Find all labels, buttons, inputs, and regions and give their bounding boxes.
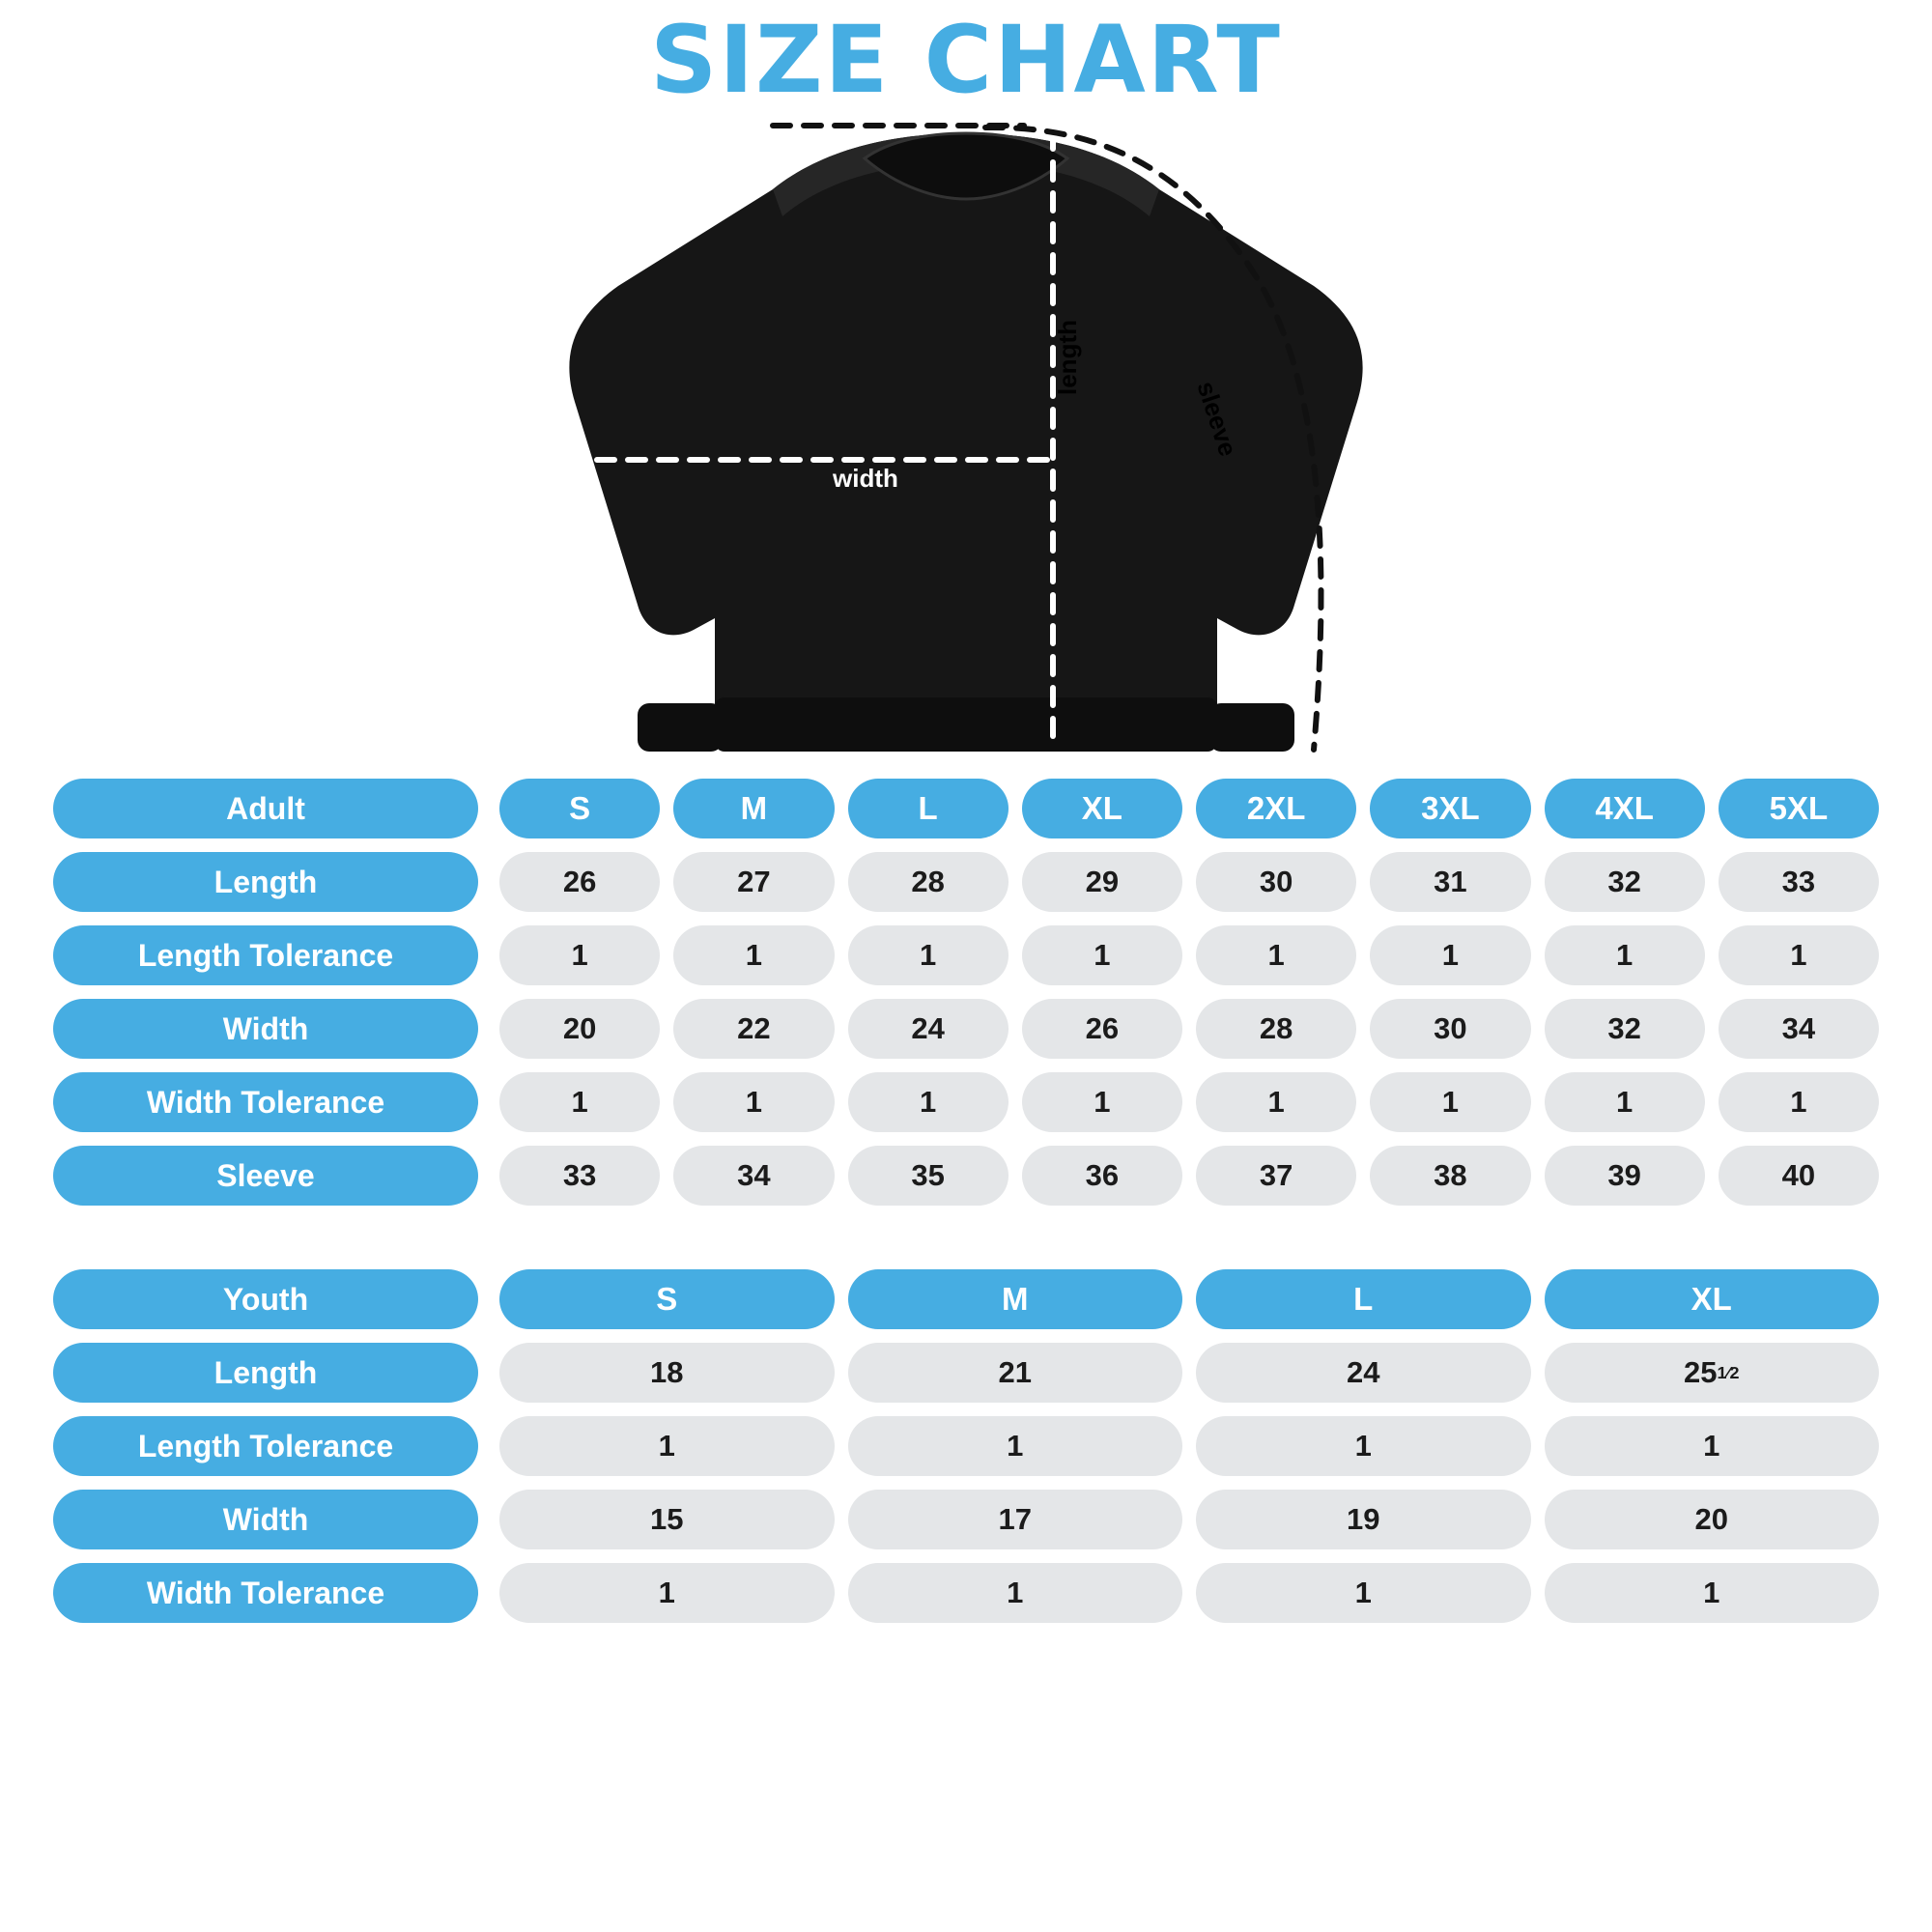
table-cell: 1 — [1196, 925, 1356, 985]
table-cell: 1 — [499, 1563, 835, 1623]
table-cell: 26 — [499, 852, 660, 912]
table-row — [53, 1343, 1879, 1403]
table-cell: 30 — [1196, 852, 1356, 912]
table-cell: 1 — [499, 1416, 835, 1476]
table-cell: 1 — [1370, 925, 1530, 985]
row-label: Length — [53, 1343, 478, 1403]
table-cell: 1 — [848, 1072, 1009, 1132]
table-row — [53, 1490, 1879, 1549]
table-cell: 24 — [1196, 1343, 1531, 1403]
table-cell: 1 — [1196, 1072, 1356, 1132]
row-label: Sleeve — [53, 1146, 478, 1206]
table-cell: 29 — [1022, 852, 1182, 912]
table-cell: 27 — [673, 852, 834, 912]
table-cell: 33 — [1719, 852, 1879, 912]
table-cell: 38 — [1370, 1146, 1530, 1206]
table-row — [53, 1563, 1879, 1623]
row-label: Length Tolerance — [53, 1416, 478, 1476]
diagram-label-width: width — [833, 464, 898, 493]
garment-diagram — [0, 112, 1932, 779]
table-cell: 20 — [1545, 1490, 1880, 1549]
table-cell: 1 — [1022, 1072, 1182, 1132]
table-cell-fraction: 25 1⁄2 — [1545, 1343, 1880, 1403]
table-cell: 1 — [673, 1072, 834, 1132]
table-header-row — [53, 779, 1879, 838]
table-cell: 1 — [1545, 1416, 1880, 1476]
row-label: Width — [53, 1490, 478, 1549]
table-cell: 28 — [1196, 999, 1356, 1059]
table-cell: 1 — [1370, 1072, 1530, 1132]
table-header-row — [53, 1269, 1879, 1329]
table-cell: 15 — [499, 1490, 835, 1549]
table-row — [53, 1072, 1879, 1132]
adult-col-header: L — [848, 779, 1009, 838]
table-cell: 1 — [1719, 925, 1879, 985]
table-cell: 1 — [499, 1072, 660, 1132]
table-cell: 35 — [848, 1146, 1009, 1206]
table-cell: 26 — [1022, 999, 1182, 1059]
adult-col-header: XL — [1022, 779, 1182, 838]
table-cell: 33 — [499, 1146, 660, 1206]
table-cell: 34 — [1719, 999, 1879, 1059]
table-cell: 18 — [499, 1343, 835, 1403]
table-cell: 20 — [499, 999, 660, 1059]
table-row — [53, 1416, 1879, 1476]
row-label: Width — [53, 999, 478, 1059]
row-label: Length Tolerance — [53, 925, 478, 985]
table-cell: 32 — [1545, 999, 1705, 1059]
table-cell: 1 — [848, 1416, 1183, 1476]
youth-table-title: Youth — [53, 1269, 478, 1329]
adult-table-title: Adult — [53, 779, 478, 838]
table-cell: 1 — [848, 925, 1009, 985]
table-divider — [0, 1219, 1932, 1269]
diagram-label-length: length — [1053, 320, 1082, 395]
table-cell: 1 — [1545, 1563, 1880, 1623]
adult-col-header: 5XL — [1719, 779, 1879, 838]
table-cell: 19 — [1196, 1490, 1531, 1549]
adult-col-header: 2XL — [1196, 779, 1356, 838]
table-cell: 36 — [1022, 1146, 1182, 1206]
diagram-label-sleeve: sleeve — [1191, 378, 1243, 460]
table-cell: 22 — [673, 999, 834, 1059]
row-label: Width Tolerance — [53, 1563, 478, 1623]
table-cell: 40 — [1719, 1146, 1879, 1206]
youth-col-header: M — [848, 1269, 1183, 1329]
table-cell: 1 — [1022, 925, 1182, 985]
adult-col-header: 3XL — [1370, 779, 1530, 838]
table-cell: 17 — [848, 1490, 1183, 1549]
table-row — [53, 925, 1879, 985]
table-cell: 1 — [1719, 1072, 1879, 1132]
row-label: Length — [53, 852, 478, 912]
page-title: SIZE CHART — [650, 6, 1282, 114]
table-cell: 1 — [1196, 1563, 1531, 1623]
table-row — [53, 999, 1879, 1059]
table-cell: 34 — [673, 1146, 834, 1206]
table-cell: 32 — [1545, 852, 1705, 912]
table-cell: 1 — [1196, 1416, 1531, 1476]
table-row — [53, 1146, 1879, 1206]
row-label: Width Tolerance — [53, 1072, 478, 1132]
table-cell: 1 — [1545, 925, 1705, 985]
youth-col-header: S — [499, 1269, 835, 1329]
table-cell: 1 — [499, 925, 660, 985]
youth-col-header: L — [1196, 1269, 1531, 1329]
table-cell: 1 — [848, 1563, 1183, 1623]
table-row — [53, 852, 1879, 912]
table-cell: 39 — [1545, 1146, 1705, 1206]
table-cell: 37 — [1196, 1146, 1356, 1206]
table-cell: 28 — [848, 852, 1009, 912]
sweatshirt-illustration — [483, 112, 1449, 779]
adult-col-header: M — [673, 779, 834, 838]
youth-col-header: XL — [1545, 1269, 1880, 1329]
youth-size-table — [0, 1269, 1932, 1623]
table-cell: 1 — [673, 925, 834, 985]
table-cell: 24 — [848, 999, 1009, 1059]
adult-col-header: S — [499, 779, 660, 838]
table-cell: 31 — [1370, 852, 1530, 912]
table-cell: 30 — [1370, 999, 1530, 1059]
table-cell: 21 — [848, 1343, 1183, 1403]
table-cell: 1 — [1545, 1072, 1705, 1132]
adult-col-header: 4XL — [1545, 779, 1705, 838]
adult-size-table — [0, 779, 1932, 1206]
